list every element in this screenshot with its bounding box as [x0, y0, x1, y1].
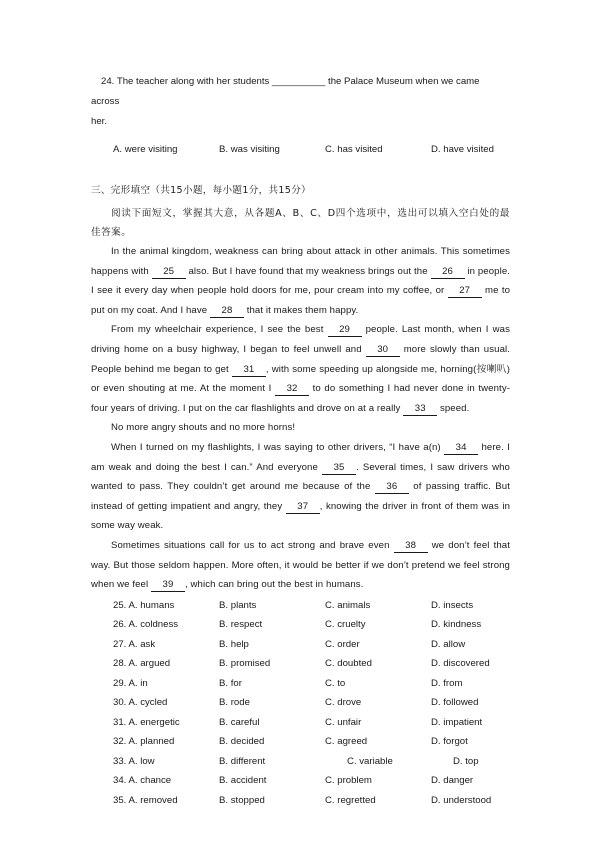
passage-paragraph-1: [91, 242, 510, 320]
blank-31: 31: [232, 364, 266, 377]
option-d: D. followed: [431, 697, 479, 709]
option-b: B. accident: [219, 775, 267, 787]
blank-25: 25: [152, 266, 186, 279]
blank-28: 28: [210, 305, 244, 318]
passage-text: more slowly than usual. People behind me began to get: [91, 343, 510, 375]
section-instructions: 阅读下面短文，掌握其大意，从各题A、B、C、D四个选项中，选出可以填入空白处的最佳答案。: [91, 208, 510, 238]
question-24-stem-line2: her.: [91, 116, 108, 127]
option-d: D. kindness: [431, 619, 482, 631]
option-b: B. careful: [219, 716, 260, 728]
option-row: [91, 771, 510, 791]
passage-text: people. Last month, when I was driving home on a busy highway, I began to feel unwell and: [91, 324, 510, 355]
passage-text: From my wheelchair experience, I see the best: [111, 324, 324, 336]
blank-33: 33: [403, 403, 437, 416]
option-row: [91, 752, 510, 772]
option-b: B. plants: [219, 599, 257, 611]
option-c: C. has visited: [325, 144, 383, 155]
blank-29: 29: [328, 324, 362, 337]
passage-text: Sometimes situations call for us to act strong and brave even: [111, 539, 390, 551]
option-row: [91, 654, 510, 674]
option-c: C. problem: [325, 775, 372, 787]
passage-paragraph-4: [91, 438, 510, 536]
option-row: [91, 635, 510, 655]
cloze-passage: [91, 242, 510, 595]
passage-paragraph-5: [91, 536, 510, 595]
option-b: B. promised: [219, 658, 271, 670]
blank-39: 39: [151, 579, 185, 592]
option-d: D. danger: [431, 775, 474, 787]
option-a: A. were visiting: [113, 144, 178, 155]
option-c: C. regretted: [325, 794, 376, 806]
option-row: [91, 713, 510, 733]
blank-32: 32: [275, 383, 309, 396]
option-a: 34. A. chance: [113, 775, 172, 787]
option-d: D. forgot: [431, 736, 468, 748]
passage-text: , which can bring out the best in humans.: [184, 579, 364, 591]
passage-text: of passing traffic. But instead of getting impatient and angry, they: [91, 481, 510, 512]
option-d: D. top: [453, 755, 479, 767]
question-24-stem: [91, 72, 510, 112]
option-b: B. rode: [219, 697, 250, 709]
option-c: C. to: [325, 677, 346, 689]
option-b: B. for: [219, 677, 242, 689]
question-24: [91, 72, 510, 157]
option-a: 29. A. in: [113, 677, 148, 689]
passage-text: me to put on my coat. And I have: [91, 285, 511, 316]
blank-37: 37: [286, 501, 320, 514]
option-c: C. animals: [325, 599, 371, 611]
passage-text: we don’t feel that way. But those seldom happen. More often, it would be better if we don’t pretend we feel strong when we feel: [91, 539, 511, 591]
option-b: B. different: [219, 755, 266, 767]
blank-36: 36: [375, 481, 409, 494]
section-title: 三、完形填空（共15小题，每小题1分，共15分）: [91, 185, 311, 196]
passage-paragraph-2: [91, 320, 510, 418]
option-d: D. understood: [431, 794, 492, 806]
question-24-options: [91, 143, 510, 157]
option-a: 28. A. argued: [113, 658, 171, 670]
option-a: 35. A. removed: [113, 794, 178, 806]
passage-text: , knowing the driver in front of them was in some way weak.: [91, 500, 511, 532]
option-d: D. insects: [431, 599, 474, 611]
option-a: 32. A. planned: [113, 736, 175, 748]
option-row: [91, 596, 510, 616]
option-b: B. was visiting: [219, 144, 280, 155]
passage-text: When I turned on my flashlights, I was saying to other drivers, “I have a(n): [111, 441, 441, 453]
option-c: C. drove: [325, 697, 362, 709]
option-c: C. agreed: [325, 736, 368, 748]
option-row: [91, 791, 510, 811]
blank-38: 38: [394, 540, 428, 553]
option-b: B. help: [219, 638, 249, 650]
passage-text: that it makes them happy.: [246, 304, 359, 316]
passage-paragraph-3: No more angry shouts and no more horns!: [111, 422, 296, 434]
passage-text: also. But I have found that my weakness brings out the: [188, 265, 428, 277]
option-row: [91, 693, 510, 713]
option-a: 25. A. humans: [113, 599, 175, 611]
blank-34: 34: [444, 442, 478, 455]
passage-text: In the animal kingdom, weakness can bring about attack in other animals. This sometimes happens with: [91, 246, 510, 277]
question-24-stem-line1: 24. The teacher along with her students __________ the Palace Museum when we came across: [91, 76, 480, 107]
passage-text: speed.: [439, 402, 470, 414]
option-b: B. decided: [219, 736, 265, 748]
option-b: B. stopped: [219, 794, 265, 806]
blank-26: 26: [431, 266, 465, 279]
option-c: C. unfair: [325, 716, 362, 728]
option-c: C. cruelty: [325, 619, 366, 631]
option-c: C. doubted: [325, 658, 372, 670]
passage-text: in people. I see it every day when people hold doors for me, pour cream into my coffee, or: [91, 265, 511, 297]
option-a: 33. A. low: [113, 755, 155, 767]
option-a: 27. A. ask: [113, 638, 156, 650]
option-a: 30. A. cycled: [113, 697, 168, 709]
passage-text: to do something I had never done in twenty-four years of driving. I put on the car flashlights and drove on at a really: [91, 383, 511, 414]
option-c: C. variable: [347, 755, 393, 767]
option-d: D. from: [431, 677, 463, 689]
passage-text: . Several times, I saw drivers who wanted to pass. They couldn’t get around me because of the: [91, 461, 510, 493]
option-c: C. order: [325, 638, 360, 650]
blank-30: 30: [366, 344, 400, 357]
cloze-options: [91, 596, 510, 811]
option-a: 31. A. energetic: [113, 716, 180, 728]
option-row: [91, 732, 510, 752]
blank-27: 27: [448, 285, 482, 298]
option-d: D. have visited: [431, 144, 494, 155]
blank-35: 35: [322, 462, 356, 475]
option-a: 26. A. coldness: [113, 619, 179, 631]
option-row: [91, 674, 510, 694]
passage-text: here. I am weak and doing the best I can.” And everyone: [91, 441, 511, 473]
passage-text: , with some speeding up alongside me, horning(按喇叭) or even shouting at me. At the moment I: [91, 363, 510, 395]
option-d: D. discovered: [431, 658, 490, 670]
option-d: D. allow: [431, 638, 466, 650]
option-d: D. impatient: [431, 716, 483, 728]
option-row: [91, 615, 510, 635]
option-b: B. respect: [219, 619, 263, 631]
